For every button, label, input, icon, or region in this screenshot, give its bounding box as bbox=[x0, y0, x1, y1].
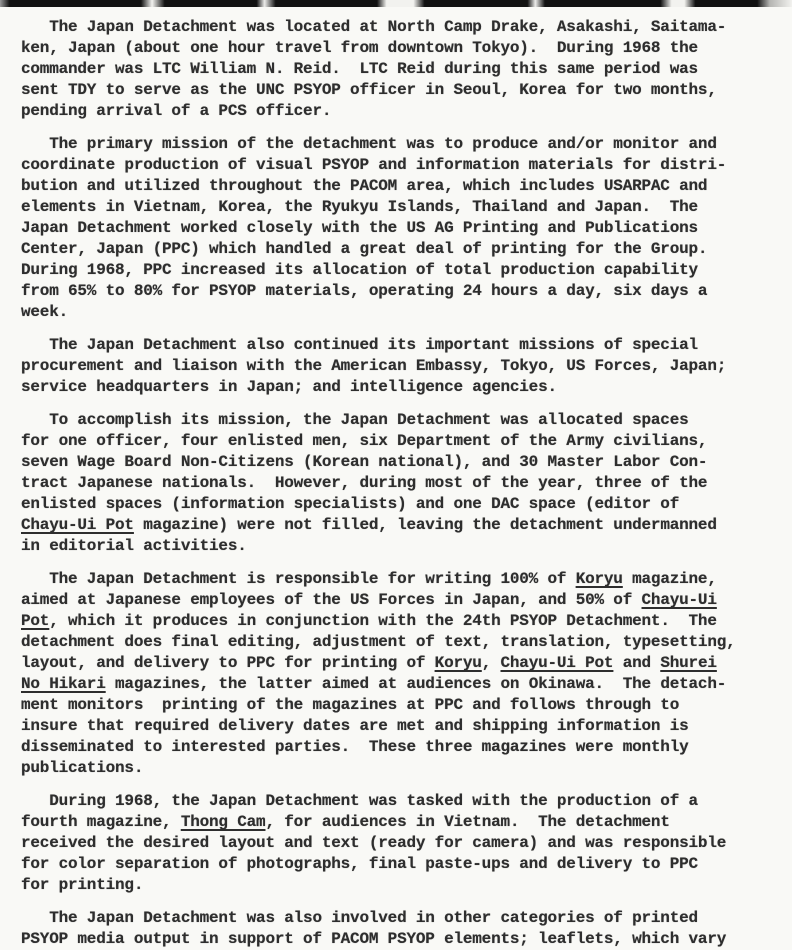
text-segment: tract Japanese nationals. However, during most of the year, three of the bbox=[21, 474, 708, 492]
text-line bbox=[21, 197, 776, 218]
text-line bbox=[21, 239, 776, 260]
text-line bbox=[21, 281, 776, 302]
text-line bbox=[21, 155, 776, 176]
text-line bbox=[21, 653, 776, 674]
text-segment: in editorial activities. bbox=[21, 537, 247, 555]
text-segment: , which it produces in conjunction with the 24th PSYOP Detachment. The bbox=[49, 612, 717, 630]
text-segment: The primary mission of the detachment was to produce and/or monitor and bbox=[21, 135, 717, 153]
document-page bbox=[0, 7, 792, 950]
text-segment: , for audiences in Vietnam. The detachment bbox=[265, 813, 670, 831]
text-line bbox=[21, 758, 776, 779]
text-line bbox=[21, 737, 776, 758]
text-segment: procurement and liaison with the American Embassy, Tokyo, US Forces, Japan; bbox=[21, 357, 727, 375]
text-segment: from 65% to 80% for PSYOP materials, operating 24 hours a day, six days a bbox=[21, 282, 708, 300]
text-line bbox=[21, 515, 776, 536]
scan-edge-artifact bbox=[0, 0, 792, 7]
text-segment: The Japan Detachment also continued its important missions of special bbox=[21, 336, 698, 354]
paragraph bbox=[21, 335, 776, 398]
text-segment: enlisted spaces (information specialists) and one DAC space (editor of bbox=[21, 495, 680, 513]
text-line bbox=[21, 38, 776, 59]
text-segment: received the desired layout and text (ready for camera) and was responsible bbox=[21, 834, 727, 852]
text-line bbox=[21, 536, 776, 557]
text-line bbox=[21, 59, 776, 80]
text-line bbox=[21, 611, 776, 632]
text-line bbox=[21, 335, 776, 356]
paragraph bbox=[21, 134, 776, 323]
text-line bbox=[21, 590, 776, 611]
text-segment: layout, and delivery to PPC for printing of bbox=[21, 654, 435, 672]
text-line bbox=[21, 674, 776, 695]
underlined-magazine-title: Koryu bbox=[434, 654, 482, 672]
text-segment: magazine) were not filled, leaving the detachment undermanned bbox=[133, 516, 717, 534]
text-segment: and bbox=[613, 654, 661, 672]
text-segment: for printing. bbox=[21, 876, 144, 894]
text-line bbox=[21, 302, 776, 323]
text-line bbox=[21, 452, 776, 473]
text-segment: disseminated to interested parties. These three magazines were monthly bbox=[21, 738, 689, 756]
text-line bbox=[21, 632, 776, 653]
text-segment: coordinate production of visual PSYOP and information materials for distri- bbox=[21, 156, 727, 174]
paragraph bbox=[21, 410, 776, 557]
paragraph bbox=[21, 569, 776, 779]
text-segment: sent TDY to serve as the UNC PSYOP officer in Seoul, Korea for two months, bbox=[21, 81, 717, 99]
underlined-magazine-title: Pot bbox=[21, 612, 50, 630]
text-line bbox=[21, 812, 776, 833]
text-segment: Japan Detachment worked closely with the US AG Printing and Publications bbox=[21, 219, 698, 237]
text-segment: During 1968, PPC increased its allocation of total production capability bbox=[21, 261, 698, 279]
text-segment: To accomplish its mission, the Japan Detachment was allocated spaces bbox=[21, 411, 689, 429]
text-segment: fourth magazine, bbox=[21, 813, 181, 831]
underlined-magazine-title: No Hikari bbox=[21, 675, 106, 693]
text-line bbox=[21, 569, 776, 590]
text-line bbox=[21, 854, 776, 875]
text-line bbox=[21, 176, 776, 197]
underlined-magazine-title: Shurei bbox=[660, 654, 717, 672]
text-segment: insure that required delivery dates are met and shipping information is bbox=[21, 717, 689, 735]
text-segment: During 1968, the Japan Detachment was tasked with the production of a bbox=[21, 792, 698, 810]
text-line bbox=[21, 17, 776, 38]
text-segment: for one officer, four enlisted men, six Department of the Army civilians, bbox=[21, 432, 708, 450]
text-line bbox=[21, 356, 776, 377]
text-line bbox=[21, 431, 776, 452]
underlined-magazine-title: Chayu-Ui Pot bbox=[21, 516, 134, 534]
text-line bbox=[21, 101, 776, 122]
text-line bbox=[21, 908, 776, 929]
text-segment: The Japan Detachment was also involved in other categories of printed bbox=[21, 909, 698, 927]
underlined-magazine-title: Thong Cam bbox=[180, 813, 266, 831]
text-line bbox=[21, 716, 776, 737]
text-segment: bution and utilized throughout the PACOM area, which includes USARPAC and bbox=[21, 177, 708, 195]
text-line bbox=[21, 473, 776, 494]
text-segment: aimed at Japanese employees of the US Forces in Japan, and 50% of bbox=[21, 591, 642, 609]
text-segment: elements in Vietnam, Korea, the Ryukyu Islands, Thailand and Japan. The bbox=[21, 198, 698, 216]
text-segment: Center, Japan (PPC) which handled a great deal of printing for the Group. bbox=[21, 240, 708, 258]
paragraph bbox=[21, 908, 776, 950]
text-line bbox=[21, 260, 776, 281]
text-segment: week. bbox=[21, 303, 69, 321]
text-segment: pending arrival of a PCS officer. bbox=[21, 102, 332, 120]
paragraph bbox=[21, 791, 776, 896]
text-line bbox=[21, 875, 776, 896]
text-segment: magazines, the latter aimed at audiences on Okinawa. The detach- bbox=[105, 675, 727, 693]
text-segment: ken, Japan (about one hour travel from downtown Tokyo). During 1968 the bbox=[21, 39, 698, 57]
text-segment: The Japan Detachment was located at North Camp Drake, Asakashi, Saitama- bbox=[21, 18, 727, 36]
text-line bbox=[21, 791, 776, 812]
text-segment: for color separation of photographs, final paste-ups and delivery to PPC bbox=[21, 855, 698, 873]
text-segment: publications. bbox=[21, 759, 144, 777]
text-segment: PSYOP media output in support of PACOM PSYOP elements; leaflets, which vary bbox=[21, 930, 727, 948]
text-line bbox=[21, 410, 776, 431]
text-segment: magazine, bbox=[622, 570, 717, 588]
text-segment: The Japan Detachment is responsible for writing 100% of bbox=[21, 570, 576, 588]
text-line bbox=[21, 134, 776, 155]
underlined-magazine-title: Koryu bbox=[575, 570, 623, 588]
underlined-magazine-title: Chayu-Ui Pot bbox=[500, 654, 614, 672]
text-segment: service headquarters in Japan; and intelligence agencies. bbox=[21, 378, 557, 396]
text-line bbox=[21, 494, 776, 515]
text-segment: commander was LTC William N. Reid. LTC Reid during this same period was bbox=[21, 60, 698, 78]
text-line bbox=[21, 377, 776, 398]
paragraph bbox=[21, 17, 776, 122]
document-body bbox=[21, 17, 776, 950]
text-segment: ment monitors printing of the magazines at PPC and follows through to bbox=[21, 696, 680, 714]
text-line bbox=[21, 833, 776, 854]
text-segment: seven Wage Board Non-Citizens (Korean national), and 30 Master Labor Con- bbox=[21, 453, 708, 471]
text-line bbox=[21, 695, 776, 716]
text-line bbox=[21, 929, 776, 950]
text-segment: , bbox=[481, 654, 501, 672]
text-line bbox=[21, 80, 776, 101]
text-segment: detachment does final editing, adjustment of text, translation, typesetting, bbox=[21, 633, 736, 651]
underlined-magazine-title: Chayu-Ui bbox=[641, 591, 717, 609]
text-line bbox=[21, 218, 776, 239]
